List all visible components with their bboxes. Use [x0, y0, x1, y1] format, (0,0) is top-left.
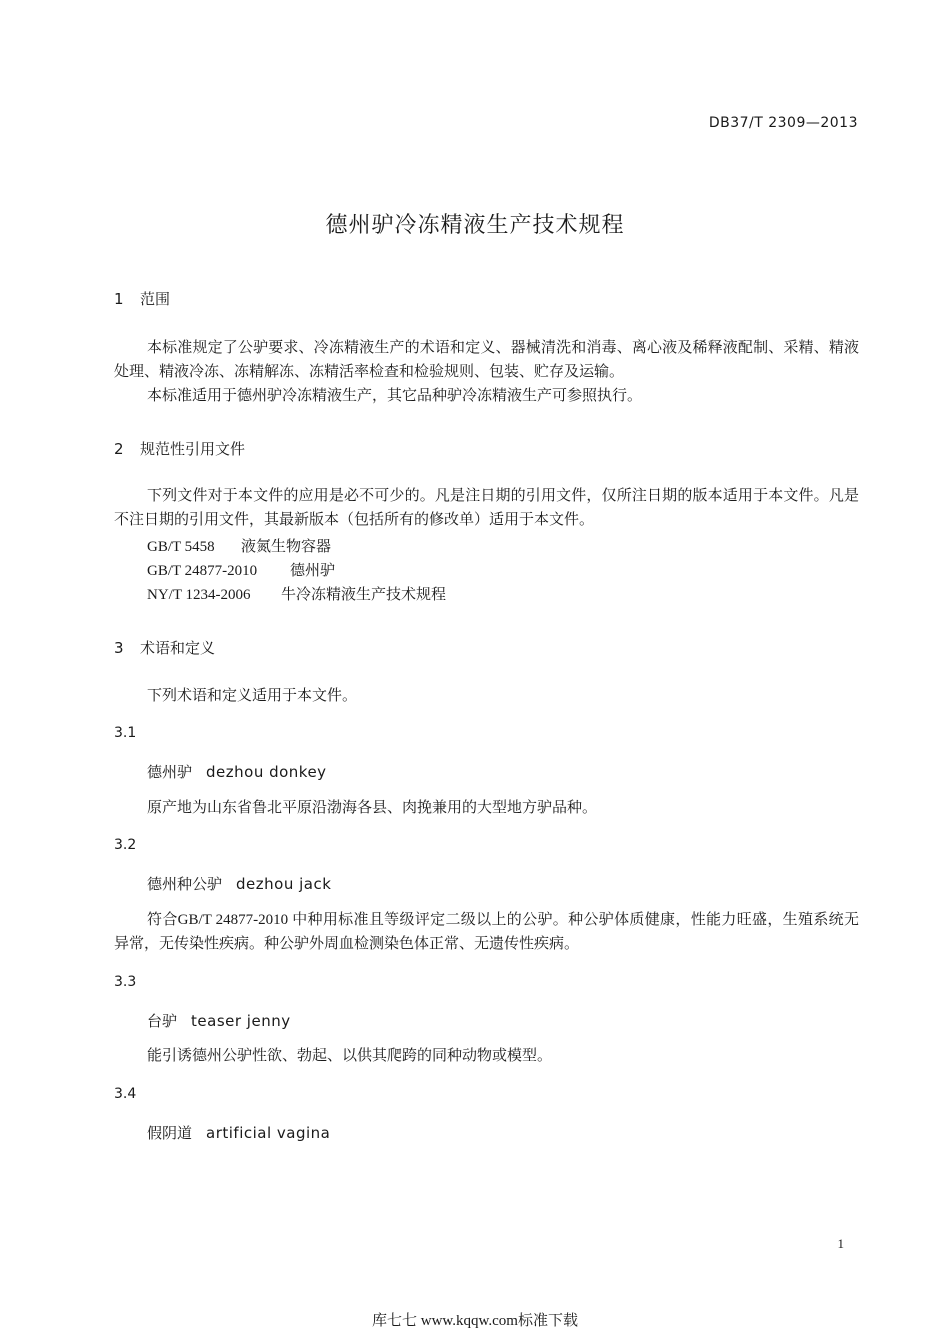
- clause-number: 3.4: [114, 1086, 137, 1102]
- section-heading-1: [114, 288, 170, 309]
- clause-number: 3.3: [114, 974, 137, 990]
- clause-number: 3.2: [114, 837, 137, 853]
- doc-number: DB37/T 2309—2013: [708, 115, 858, 131]
- term-en: dezhou jack: [236, 875, 332, 893]
- term-en: artificial vagina: [206, 1124, 331, 1142]
- section-heading-2: [114, 438, 245, 459]
- section-heading-3: [114, 637, 215, 658]
- term-cn: 德州种公驴: [147, 875, 223, 893]
- paragraph: 本标准规定了公驴要求、冷冻精液生产的术语和定义、器械清洗和消毒、离心液及稀释液配制、采精、精液处理、精液冷冻、冻精解冻、冻精活率检查和检验规则、包装、贮存及运输。: [114, 340, 859, 380]
- page-number: 1: [837, 1236, 844, 1251]
- section-number: 3: [114, 639, 124, 657]
- term-definition: 符合GB/T 24877-2010 中种用标准且等级评定二级以上的公驴。种公驴体质健康，性能力旺盛，生殖系统无异常，无传染性疾病。种公驴外周血检测染色体正常、无遗传性疾病。: [114, 912, 859, 952]
- reference-item: [147, 583, 446, 604]
- reference-item: [147, 535, 331, 556]
- term-entry: [147, 1122, 330, 1143]
- term-definition: 能引诱德州公驴性欲、勃起、以供其爬跨的同种动物或模型。: [147, 1048, 553, 1064]
- section-title: 术语和定义: [140, 639, 216, 657]
- reference-code: NY/T 1234-2006: [147, 587, 251, 603]
- term-definition: 原产地为山东省鲁北平原沿渤海各县、肉挽兼用的大型地方驴品种。: [147, 800, 598, 816]
- page-title: 德州驴冷冻精液生产技术规程: [325, 213, 625, 238]
- clause-number: 3.1: [114, 725, 137, 741]
- term-en: teaser jenny: [191, 1012, 291, 1030]
- term-en: dezhou donkey: [206, 763, 327, 781]
- section-title: 范围: [140, 290, 171, 308]
- section-number: 1: [114, 290, 124, 308]
- section-number: 2: [114, 440, 124, 458]
- term-cn: 台驴: [147, 1012, 178, 1030]
- footer-watermark: 库七七 www.kqqw.com标准下载: [372, 1313, 578, 1329]
- term-entry: [147, 761, 327, 782]
- reference-name: 德州驴: [290, 563, 336, 579]
- term-entry: [147, 873, 331, 894]
- paragraph: 下列文件对于本文件的应用是必不可少的。凡是注日期的引用文件，仅所注日期的版本适用于本文件。凡是不注日期的引用文件，其最新版本（包括所有的修改单）适用于本文件。: [114, 488, 859, 528]
- reference-name: 液氮生物容器: [241, 539, 332, 555]
- section-title: 规范性引用文件: [140, 440, 246, 458]
- reference-code: GB/T 5458: [147, 539, 215, 555]
- term-cn: 德州驴: [147, 763, 193, 781]
- term-cn: 假阴道: [147, 1124, 193, 1142]
- reference-item: [147, 559, 335, 580]
- paragraph: 下列术语和定义适用于本文件。: [147, 688, 358, 704]
- reference-code: GB/T 24877-2010: [147, 563, 258, 579]
- reference-name: 牛冷冻精液生产技术规程: [281, 587, 447, 603]
- term-entry: [147, 1010, 291, 1031]
- paragraph: 本标准适用于德州驴冷冻精液生产，其它品种驴冷冻精液生产可参照执行。: [147, 388, 643, 404]
